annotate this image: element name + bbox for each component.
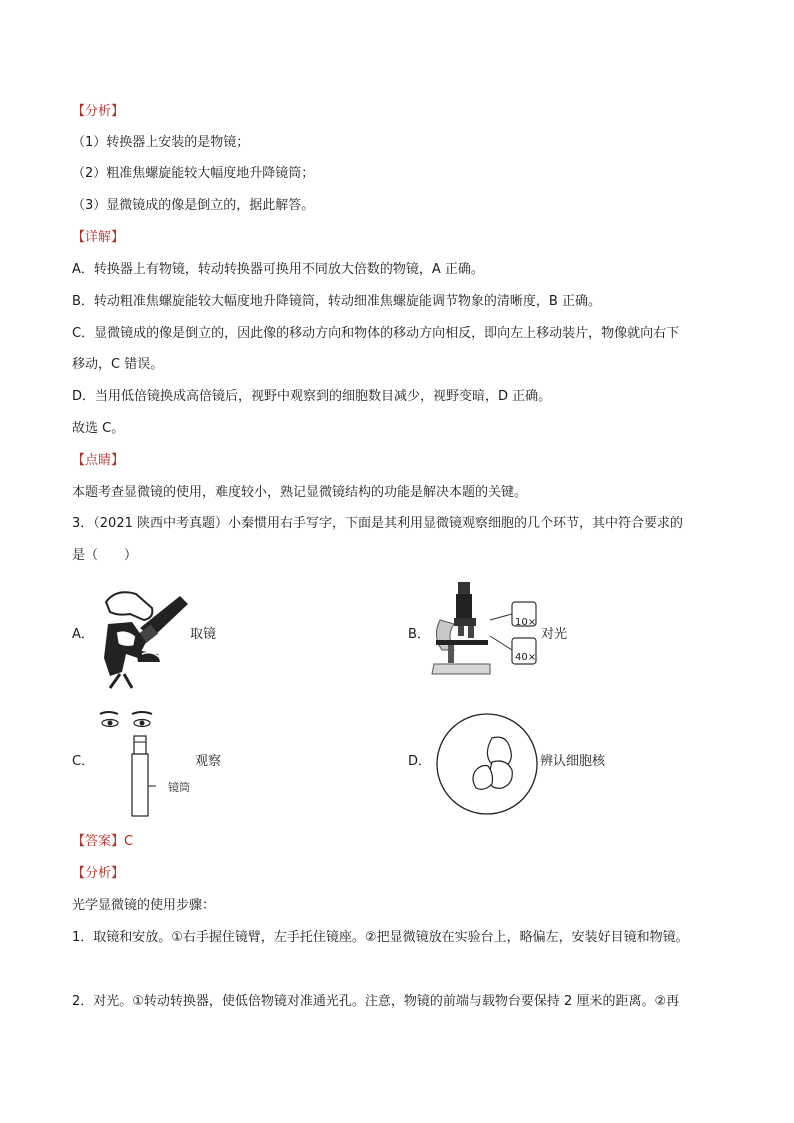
detail-heading: 【详解】	[72, 230, 125, 245]
detail-line-c: C．显微镜成的像是倒立的，因此像的移动方向和物体的移动方向相反，即向左上移动装片，物像就向右下	[72, 326, 680, 341]
option-a-letter: A．	[72, 627, 94, 642]
analysis-line-2: （2）粗准焦螺旋能较大幅度地升降镜筒；	[72, 166, 315, 181]
tube-label: 镜筒	[168, 781, 190, 794]
analysis-line-3: （3）显微镜成的像是倒立的，据此解答。	[72, 198, 315, 213]
detail-conclusion: 故选 C。	[72, 421, 125, 436]
step-1: 1．取镜和安放。①右手握住镜臂，左手托住镜座。②把显微镜放在实验台上，略偏左，安装好目镜和物镜。	[72, 930, 689, 945]
analysis-line-1: （1）转换器上安装的是物镜；	[72, 135, 250, 150]
option-d-letter: D．	[408, 754, 432, 769]
question-3-stem: 3．（2021 陕西中考真题）小秦惯用右手写字，下面是其利用显微镜观察细胞的几个环节，其中符合要求的	[72, 516, 683, 531]
option-b-letter: B．	[408, 627, 430, 642]
objective-40x-label: 40×	[515, 652, 537, 663]
detail-line-d: D．当用低倍镜换成高倍镜后，视野中观察到的细胞数目减少，视野变暗，D 正确。	[72, 389, 552, 404]
comment-text: 本题考查显微镜的使用，难度较小，熟记显微镜结构的功能是解决本题的关键。	[72, 485, 528, 500]
option-b-caption: 对光	[541, 627, 568, 642]
field-of-view-illustration	[434, 712, 540, 816]
analysis-heading: 【分析】	[72, 104, 125, 119]
comment-heading: 【点睛】	[72, 453, 125, 468]
answer-heading: 【答案】C	[72, 834, 134, 849]
detail-line-c-cont: 移动，C 错误。	[72, 357, 164, 372]
analysis-2-heading: 【分析】	[72, 866, 125, 881]
microscope-illustration	[428, 580, 548, 684]
microscope-carry-illustration	[96, 588, 196, 692]
option-a-caption: 取镜	[190, 627, 217, 642]
analysis-2-intro: 光学显微镜的使用步骤：	[72, 898, 216, 913]
option-c-caption: 观察	[195, 754, 222, 769]
option-d-caption: 辨认细胞核	[540, 754, 606, 769]
detail-line-a: A．转换器上有物镜，转动转换器可换用不同放大倍数的物镜，A 正确。	[72, 262, 484, 277]
eyepiece-10x-label: 10×	[515, 617, 537, 628]
step-2: 2．对光。①转动转换器，使低倍物镜对准通光孔。注意，物镜的前端与载物台要保持 2 厘米的距离。②再	[72, 994, 680, 1009]
option-c-letter: C．	[72, 754, 95, 769]
observation-illustration	[96, 708, 176, 820]
detail-line-b: B．转动粗准焦螺旋能较大幅度地升降镜筒，转动细准焦螺旋能调节物象的清晰度，B 正确。	[72, 294, 601, 309]
question-3-stem-cont: 是（ ）	[72, 548, 138, 563]
